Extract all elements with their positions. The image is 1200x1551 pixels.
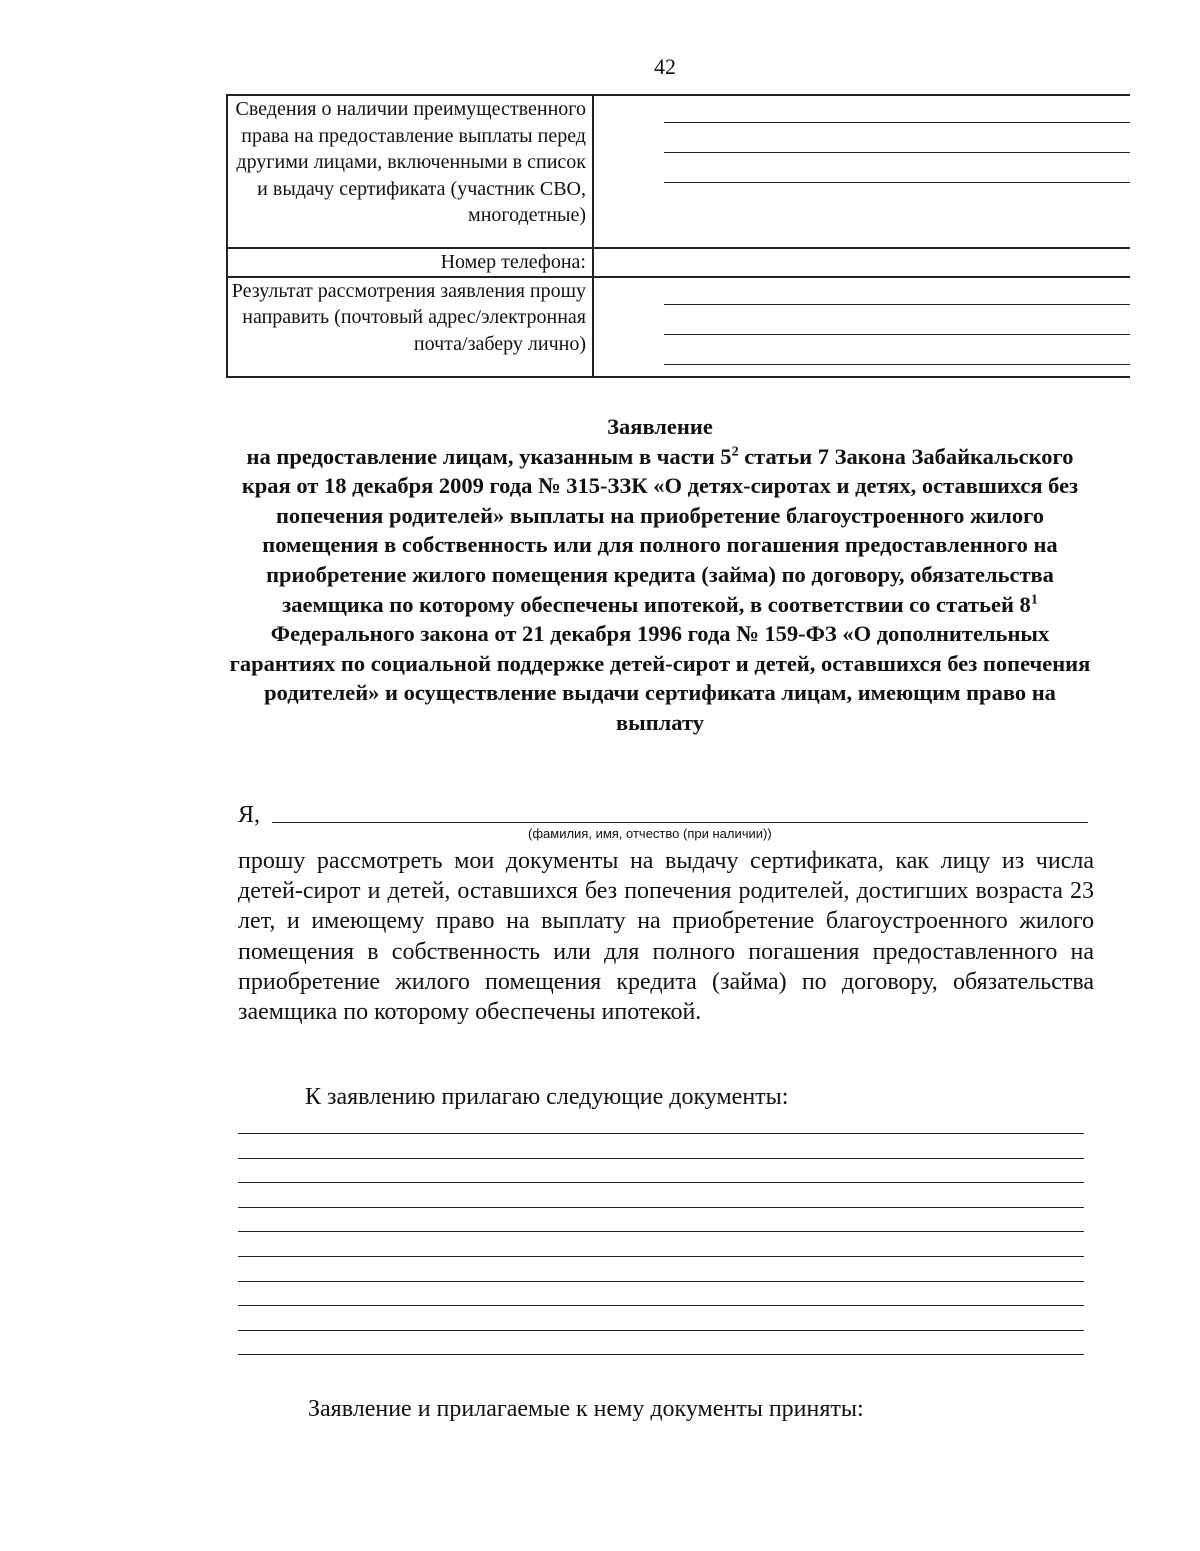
attachment-line[interactable] <box>238 1305 1084 1306</box>
attachment-line[interactable] <box>238 1207 1084 1208</box>
attachment-line[interactable] <box>238 1354 1084 1355</box>
applicant-name-caption: (фамилия, имя, отчество (при наличии)) <box>528 826 772 841</box>
applicant-info-table <box>226 94 1130 378</box>
attachment-line[interactable] <box>238 1133 1084 1134</box>
result-delivery-label: Результат рассмотрения заявления прошу направить (почтовый адрес/электронная почта/заберу лично) <box>227 277 593 377</box>
phone-label: Номер телефона: <box>227 248 593 277</box>
priority-right-label: Сведения о наличии преимущественного права на предоставление выплаты перед другими лицами, включенными в список и выдачу сертификата (участник СВО, многодетные) <box>227 95 593 248</box>
superscript: 1 <box>1030 592 1038 608</box>
attachment-line[interactable] <box>238 1158 1084 1159</box>
superscript: 2 <box>731 444 739 460</box>
attachments-lines[interactable] <box>238 1133 1084 1379</box>
page-number: 42 <box>654 54 676 79</box>
attachment-line[interactable] <box>238 1281 1084 1282</box>
attachment-line[interactable] <box>238 1231 1084 1232</box>
title-body-part3: Федерального закона от 21 декабря 1996 года № 159-ФЗ «О дополнительных гарантиях по социальной поддержке детей-сирот и детей, оставшихся без попечения родителей» и осуществление выдачи сертификата лицам, имеющим право на выплату <box>229 621 1091 735</box>
phone-field[interactable] <box>593 248 1130 277</box>
application-title <box>220 412 1100 738</box>
fill-line <box>664 152 1130 153</box>
attachments-label: К заявлению прилагаю следующие документы: <box>305 1084 789 1110</box>
table-row <box>227 277 1130 377</box>
applicant-prefix: Я, <box>238 802 261 828</box>
priority-right-field[interactable] <box>593 95 1130 248</box>
table-row <box>227 248 1130 277</box>
applicant-name-field[interactable] <box>272 822 1088 823</box>
title-heading: Заявление <box>607 414 713 439</box>
fill-line <box>664 364 1130 365</box>
accepted-label: Заявление и прилагаемые к нему документы приняты: <box>308 1396 864 1422</box>
attachment-line[interactable] <box>238 1330 1084 1331</box>
result-delivery-field[interactable] <box>593 277 1130 377</box>
attachment-line[interactable] <box>238 1256 1084 1257</box>
request-paragraph: прошу рассмотреть мои документы на выдачу сертификата, как лицу из числа детей-сирот и детей, оставшихся без попечения родителей, достигших возраста 23 лет, и имеющему право на выплату на приобретение благоустроенного жилого помещения в собственность или для полного погашения предоставленного на приобретение жилого помещения кредита (займа) по договору, обязательства заемщика по которому обеспечены ипотекой. <box>238 848 1094 1026</box>
fill-line <box>664 122 1130 123</box>
fill-line <box>664 334 1130 335</box>
fill-line <box>664 304 1130 305</box>
title-body-part1: на предоставление лицам, указанным в части 5 <box>246 443 732 469</box>
title-body <box>220 442 1100 738</box>
attachment-line[interactable] <box>238 1182 1084 1183</box>
table-row <box>227 95 1130 248</box>
title-body-part2: статьи 7 Закона Забайкальского края от 18 декабря 2009 года № 315-ЗЗК «О детях-сиротах и детях, оставшихся без попечения родителей» выплаты на приобретение благоустроенного жилого помещения в собственность или для полного погашения предоставленного на приобретение жилого помещения кредита (займа) по договору, обязательства заемщика по которому обеспечены ипотекой, в соответствии со статьей 8 <box>241 443 1079 617</box>
fill-line <box>664 182 1130 183</box>
